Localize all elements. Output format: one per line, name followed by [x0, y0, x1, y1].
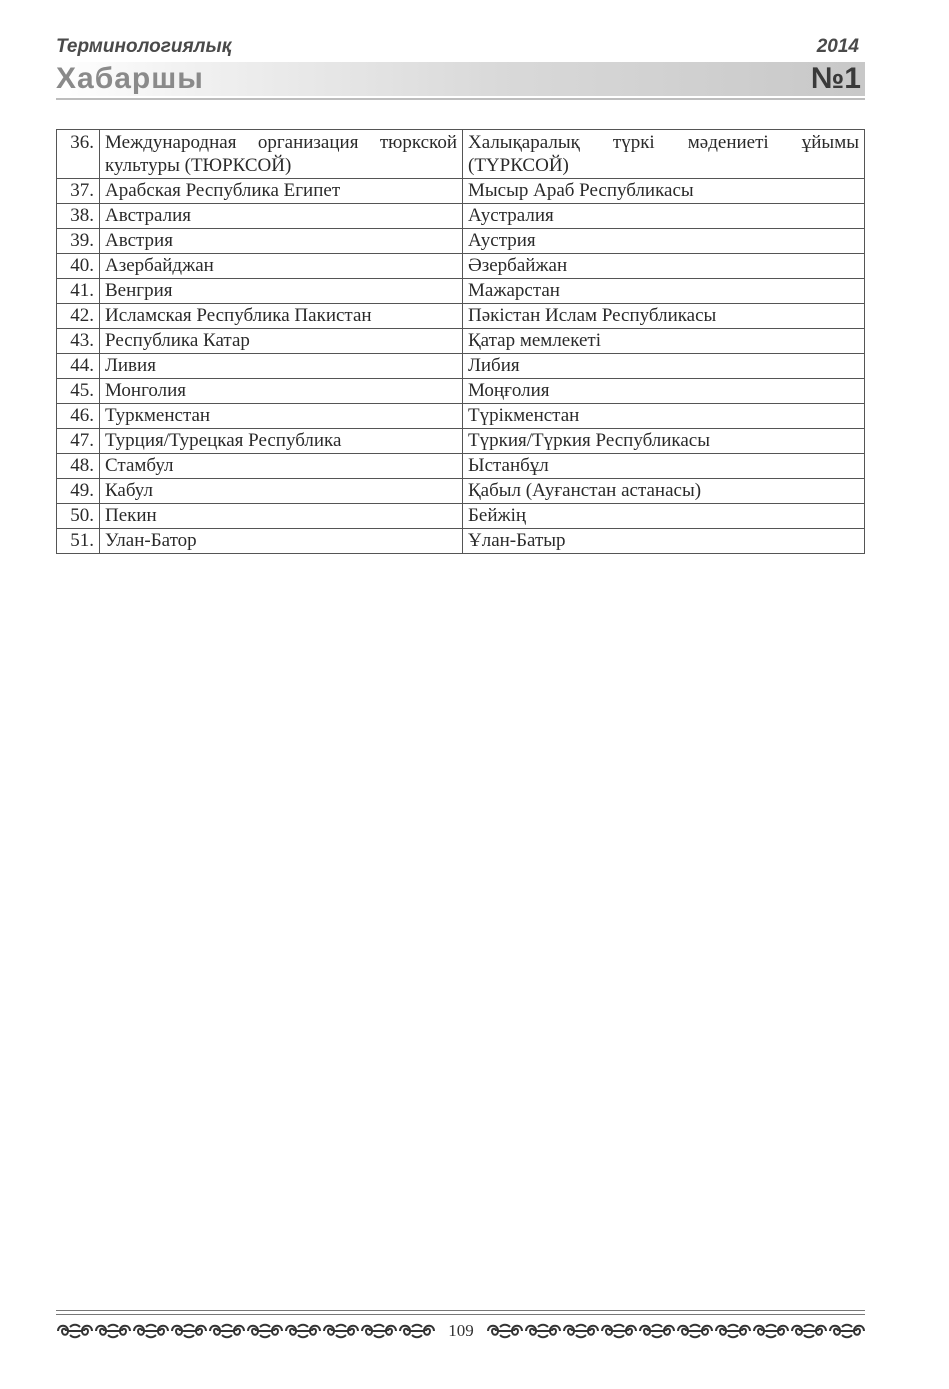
footer-rule-second: [56, 1314, 865, 1315]
russian-term-cell: Республика Катар: [100, 329, 463, 354]
page-footer: [56, 1308, 865, 1348]
header-banner: [56, 62, 865, 96]
row-number-cell: 39.: [57, 229, 100, 254]
scroll-ornament-icon: [790, 1321, 828, 1341]
scroll-ornament-icon: [638, 1321, 676, 1341]
page-header: [56, 36, 865, 100]
kazakh-term-cell: Аустрия: [463, 229, 865, 254]
kazakh-term-cell: Аустралия: [463, 204, 865, 229]
table-row: [57, 279, 865, 304]
row-number-cell: 47.: [57, 429, 100, 454]
scroll-ornament-icon: [94, 1321, 132, 1341]
scroll-ornament-icon: [360, 1321, 398, 1341]
kazakh-term-cell: Қабыл (Ауғанстан астанасы): [463, 479, 865, 504]
row-number-cell: 44.: [57, 354, 100, 379]
scroll-ornament-icon: [524, 1321, 562, 1341]
row-number-cell: 51.: [57, 529, 100, 554]
table-row: [57, 304, 865, 329]
russian-term-cell: Улан-Батор: [100, 529, 463, 554]
table-row: [57, 229, 865, 254]
scroll-ornament-icon: [562, 1321, 600, 1341]
kazakh-term-cell: Ыстанбұл: [463, 454, 865, 479]
scroll-ornament-icon: [828, 1321, 865, 1341]
russian-term-cell: Ливия: [100, 354, 463, 379]
table-row: [57, 404, 865, 429]
row-number-cell: 45.: [57, 379, 100, 404]
kazakh-term-cell: Моңғолия: [463, 379, 865, 404]
journal-title: Хабаршы: [56, 62, 204, 95]
scroll-ornament-icon: [752, 1321, 790, 1341]
page-number: 109: [448, 1321, 474, 1340]
russian-term-cell: Австралия: [100, 204, 463, 229]
russian-term-cell: Монголия: [100, 379, 463, 404]
kazakh-term-cell: Қатар мемлекеті: [463, 329, 865, 354]
scroll-ornament-icon: [246, 1321, 284, 1341]
table-row: [57, 179, 865, 204]
header-top-line: [56, 36, 865, 58]
kazakh-term-cell: Пәкістан Ислам Республикасы: [463, 304, 865, 329]
footer-ornament-left: [56, 1320, 436, 1342]
kazakh-term-cell: Бейжің: [463, 504, 865, 529]
scroll-ornament-icon: [486, 1321, 524, 1341]
russian-term-cell: Австрия: [100, 229, 463, 254]
row-number-cell: 41.: [57, 279, 100, 304]
kazakh-term-cell: Түркия/Түркия Республикасы: [463, 429, 865, 454]
russian-term-cell: Арабская Республика Египет: [100, 179, 463, 204]
table-row: [57, 504, 865, 529]
russian-term-cell: Туркменстан: [100, 404, 463, 429]
footer-ornament-right: [486, 1320, 865, 1342]
russian-term-cell: Исламская Республика Пакистан: [100, 304, 463, 329]
kazakh-term-cell: Ұлан-Батыр: [463, 529, 865, 554]
kazakh-term-cell: Мажарстан: [463, 279, 865, 304]
scroll-ornament-icon: [132, 1321, 170, 1341]
table-row: [57, 204, 865, 229]
row-number-cell: 36.: [57, 130, 100, 179]
footer-rule-top: [56, 1310, 865, 1311]
kazakh-term-cell: Түрікменстан: [463, 404, 865, 429]
kazakh-term-cell: Әзербайжан: [463, 254, 865, 279]
scroll-ornament-icon: [170, 1321, 208, 1341]
terminology-table-body: [57, 130, 865, 554]
header-divider: [56, 98, 865, 100]
row-number-cell: 38.: [57, 204, 100, 229]
russian-term-cell: Венгрия: [100, 279, 463, 304]
row-number-cell: 50.: [57, 504, 100, 529]
russian-term-cell: Международная организация тюркской культуры (ТЮРКСОЙ): [100, 130, 463, 179]
scroll-ornament-icon: [322, 1321, 360, 1341]
kazakh-term-cell: Либия: [463, 354, 865, 379]
table-row: [57, 379, 865, 404]
scroll-ornament-icon: [714, 1321, 752, 1341]
table-row: [57, 529, 865, 554]
table-row: [57, 254, 865, 279]
scroll-ornament-icon: [208, 1321, 246, 1341]
russian-term-cell: Азербайджан: [100, 254, 463, 279]
kazakh-term-cell: Халықаралық түркі мәдениеті ұйымы (ТҮРКСОЙ): [463, 130, 865, 179]
scroll-ornament-icon: [676, 1321, 714, 1341]
scroll-ornament-icon: [600, 1321, 638, 1341]
table-row: [57, 329, 865, 354]
issue-number: №1: [810, 62, 861, 95]
table-row: [57, 454, 865, 479]
row-number-cell: 43.: [57, 329, 100, 354]
table-row: [57, 130, 865, 179]
table-row: [57, 354, 865, 379]
russian-term-cell: Турция/Турецкая Республика: [100, 429, 463, 454]
terminology-table: [56, 129, 865, 554]
terminology-table-container: [56, 129, 865, 554]
russian-term-cell: Кабул: [100, 479, 463, 504]
publication-year: 2014: [816, 36, 859, 57]
scroll-ornament-icon: [56, 1321, 94, 1341]
row-number-cell: 46.: [57, 404, 100, 429]
row-number-cell: 49.: [57, 479, 100, 504]
row-number-cell: 37.: [57, 179, 100, 204]
scroll-ornament-icon: [284, 1321, 322, 1341]
table-row: [57, 479, 865, 504]
kazakh-term-cell: Мысыр Араб Республикасы: [463, 179, 865, 204]
russian-term-cell: Стамбул: [100, 454, 463, 479]
journal-subtitle: Терминологиялық: [56, 36, 232, 57]
russian-term-cell: Пекин: [100, 504, 463, 529]
scroll-ornament-icon: [398, 1321, 436, 1341]
table-row: [57, 429, 865, 454]
row-number-cell: 42.: [57, 304, 100, 329]
row-number-cell: 48.: [57, 454, 100, 479]
row-number-cell: 40.: [57, 254, 100, 279]
